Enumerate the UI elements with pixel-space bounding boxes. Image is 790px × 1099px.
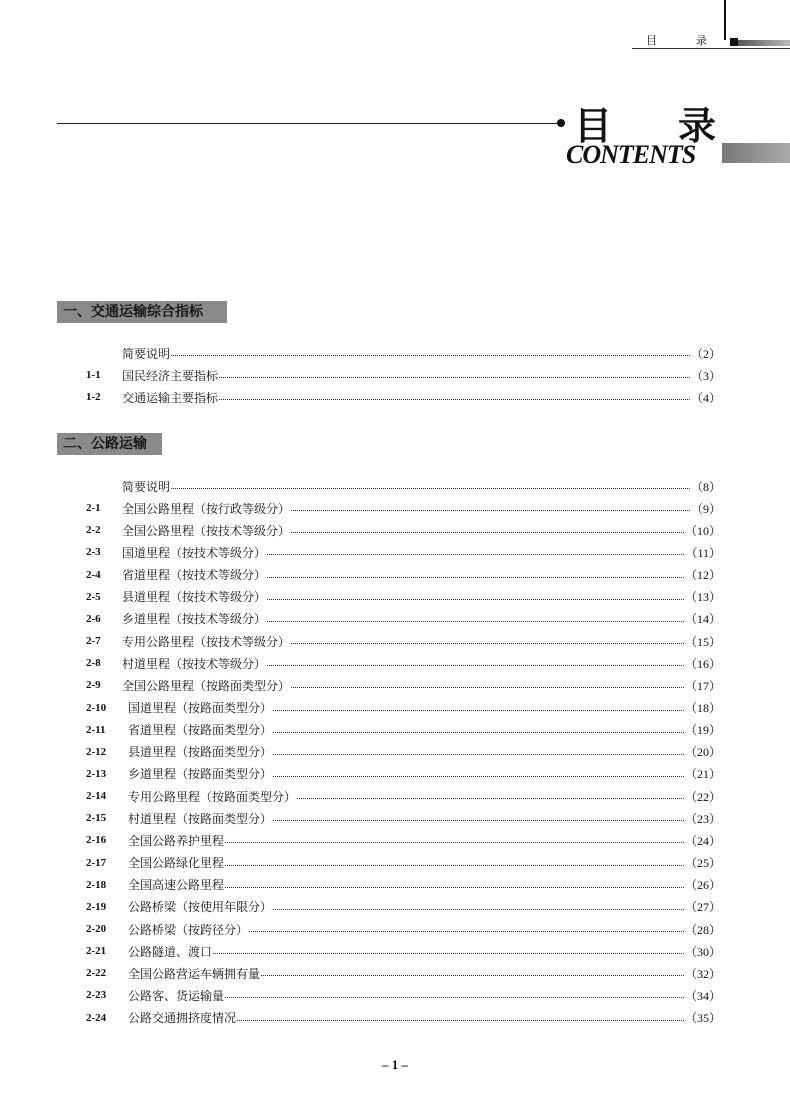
toc-entry-title: 公路桥梁（按使用年限分）: [128, 900, 273, 915]
toc-entry-number: 2-3: [86, 546, 101, 559]
toc-leader-dots: [291, 642, 684, 644]
header-square-mark: [730, 38, 738, 46]
section-heading-1: 一、交通运输综合指标: [57, 301, 227, 323]
toc-entry-title: 村道里程（按技术等级分）: [122, 656, 267, 671]
toc-entry[interactable]: [86, 1008, 721, 1028]
toc-entry-page: （16）: [684, 656, 721, 671]
toc-entry-title: 全国公路营运车辆拥有量: [128, 966, 261, 981]
toc-entry-page: （9）: [690, 501, 721, 516]
toc-entry[interactable]: [86, 742, 721, 762]
toc-entry-title: 全国公路养护里程: [128, 833, 225, 848]
toc-entry-page: （3）: [690, 368, 721, 383]
toc-entry-page: （13）: [684, 590, 721, 605]
toc-entry-page: （24）: [684, 833, 721, 848]
toc-entry-title: 省道里程（按路面类型分）: [128, 723, 273, 738]
toc-leader-dots: [267, 576, 684, 578]
toc-entry-number: 1-1: [86, 369, 101, 382]
toc-entry-number: 2-15: [86, 812, 107, 825]
toc-entry-page: （35）: [684, 1011, 721, 1026]
toc-leader-dots: [249, 930, 684, 932]
toc-leader-dots: [225, 996, 684, 998]
toc-leader-dots: [267, 553, 684, 555]
toc-entry-page: （34）: [684, 988, 721, 1003]
toc-entry-page: （10）: [684, 523, 721, 538]
toc-entry-title: 乡道里程（按路面类型分）: [128, 767, 273, 782]
toc-entry-number: 2-22: [86, 967, 107, 980]
toc-leader-dots: [267, 620, 684, 622]
toc-entry-number: 2-1: [86, 502, 101, 515]
toc-entry-title: 公路桥梁（按跨径分）: [128, 922, 249, 937]
toc-entry-title: 交通运输主要指标: [122, 390, 219, 405]
toc-leader-dots: [225, 841, 684, 843]
toc-entry-number: 2-19: [86, 900, 107, 913]
toc-leader-dots: [273, 753, 684, 755]
toc-entry-title: 省道里程（按技术等级分）: [122, 568, 267, 583]
title-dot: [557, 119, 565, 127]
toc-entry[interactable]: [86, 830, 721, 850]
toc-leader-dots: [171, 487, 690, 489]
toc-leader-dots: [291, 509, 690, 511]
toc-entry-number: 2-13: [86, 767, 107, 780]
toc-entry-number: 2-20: [86, 923, 107, 935]
running-header-char1: 目: [646, 34, 657, 47]
toc-entry[interactable]: [86, 498, 721, 518]
toc-entry-number: 2-11: [86, 723, 106, 736]
title-gradient-bar: [722, 143, 790, 163]
toc-entry-number: 2-12: [86, 745, 107, 758]
toc-entry[interactable]: [86, 875, 721, 895]
toc-entry-number: 2-10: [86, 701, 107, 714]
toc-entry-title: 国道里程（按路面类型分）: [128, 701, 273, 715]
toc-entry[interactable]: [86, 343, 721, 363]
toc-entry[interactable]: [86, 476, 721, 496]
header-gradient-bar: [738, 40, 790, 46]
toc-entry-page: （14）: [684, 612, 721, 627]
toc-entry-number: 2-5: [86, 590, 101, 603]
toc-entry[interactable]: [86, 387, 721, 407]
toc-leader-dots: [225, 886, 684, 888]
toc-entry[interactable]: [86, 675, 721, 695]
toc-leader-dots: [273, 819, 684, 821]
toc-entry-page: （22）: [684, 789, 721, 804]
toc-leader-dots: [237, 1019, 684, 1021]
toc-entry-page: （19）: [684, 723, 721, 738]
toc-leader-dots: [273, 709, 684, 711]
toc-entry-number: 2-21: [86, 945, 107, 958]
toc-entry-page: （25）: [684, 856, 721, 871]
toc-entry-page: （2）: [690, 346, 721, 361]
toc-entry-title: 全国公路里程（按路面类型分）: [122, 678, 291, 693]
toc-entry-page: （26）: [684, 878, 721, 893]
toc-leader-dots: [291, 531, 684, 533]
toc-leader-dots: [219, 398, 690, 400]
toc-entry-page: （32）: [684, 966, 721, 981]
toc-entry[interactable]: [86, 653, 721, 673]
toc-entry[interactable]: [86, 985, 721, 1005]
toc-entry-page: （8）: [690, 479, 721, 494]
toc-entry-number: 2-6: [86, 612, 101, 625]
toc-entry-page: （27）: [684, 900, 721, 915]
toc-entry-page: （12）: [684, 568, 721, 583]
toc-entry[interactable]: [86, 720, 721, 740]
toc-entry[interactable]: [86, 963, 721, 983]
toc-entry[interactable]: [86, 520, 721, 540]
title-rule: [57, 123, 560, 124]
toc-entry-number: 2-9: [86, 679, 101, 692]
header-rule: [632, 48, 790, 49]
toc-entry[interactable]: [86, 542, 721, 562]
toc-entry[interactable]: [86, 764, 721, 784]
toc-entry[interactable]: [86, 897, 721, 917]
toc-entry-page: （21）: [684, 767, 721, 782]
toc-entry[interactable]: [86, 786, 721, 806]
toc-entry-number: 2-17: [86, 856, 107, 869]
toc-entry-page: （23）: [684, 811, 721, 826]
page-title-char2: 录: [678, 103, 717, 148]
toc-entry-page: （17）: [684, 678, 721, 693]
toc-leader-dots: [273, 731, 684, 733]
running-header-char2: 录: [696, 34, 707, 47]
toc-entry-number: 2-8: [86, 657, 101, 670]
toc-entry-page: （18）: [684, 701, 721, 715]
toc-entry-title: 公路客、货运输量: [128, 988, 225, 1003]
toc-entry-page: （15）: [684, 634, 721, 649]
toc-leader-dots: [267, 598, 684, 600]
toc-entry-title: 县道里程（按路面类型分）: [128, 745, 273, 760]
page-title-char1: 目: [574, 103, 613, 148]
toc-leader-dots: [213, 952, 684, 954]
toc-entry-number: 1-2: [86, 391, 101, 404]
toc-entry-title: 全国公路绿化里程: [128, 856, 225, 871]
toc-leader-dots: [297, 797, 684, 799]
toc-entry-number: 2-4: [86, 568, 101, 581]
toc-entry-number: 2-16: [86, 834, 107, 847]
toc-entry[interactable]: [86, 941, 721, 961]
toc-entry[interactable]: [86, 631, 721, 651]
toc-entry[interactable]: [86, 808, 721, 828]
toc-entry-title: 国民经济主要指标: [122, 368, 219, 383]
section-heading-2: 二、公路运输: [57, 433, 162, 455]
toc-entry[interactable]: [86, 698, 721, 718]
toc-leader-dots: [267, 664, 684, 666]
toc-entry-page: （11）: [685, 545, 721, 560]
toc-entry-title: 全国公路里程（按行政等级分）: [122, 501, 291, 516]
toc-leader-dots: [273, 775, 684, 777]
toc-entry[interactable]: [86, 919, 721, 939]
toc-entry-title: 县道里程（按技术等级分）: [122, 590, 267, 605]
toc-entry-title: 国道里程（按技术等级分）: [122, 545, 267, 560]
toc-entry-page: （28）: [684, 922, 721, 937]
toc-entry-number: 2-24: [86, 1011, 107, 1024]
toc-entry-page: （4）: [690, 390, 721, 405]
toc-leader-dots: [273, 908, 684, 910]
page-number: – 1 –: [382, 1057, 408, 1072]
toc-entry-page: （20）: [684, 745, 721, 760]
running-header: [632, 32, 732, 46]
toc-entry-number: 2-18: [86, 878, 107, 891]
toc-entry-number: 2-14: [86, 790, 107, 803]
toc-entry-title: 简要说明: [122, 346, 171, 361]
toc-leader-dots: [219, 376, 690, 378]
toc-entry-title: 专用公路里程（按路面类型分）: [128, 789, 297, 804]
toc-entry[interactable]: [86, 609, 721, 629]
toc-entry-title: 乡道里程（按技术等级分）: [122, 612, 267, 627]
toc-entry-title: 公路交通拥挤度情况: [128, 1011, 237, 1026]
toc-entry-page: （30）: [684, 944, 721, 959]
toc-entry-title: 全国公路里程（按技术等级分）: [122, 523, 291, 538]
toc-entry-number: 2-23: [86, 989, 107, 1002]
toc-entry-title: 专用公路里程（按技术等级分）: [122, 634, 291, 649]
toc-leader-dots: [291, 686, 684, 688]
toc-leader-dots: [171, 354, 690, 356]
toc-leader-dots: [225, 864, 684, 866]
toc-entry[interactable]: [86, 565, 721, 585]
toc-entry-title: 村道里程（按路面类型分）: [128, 811, 273, 826]
page-title-english: CONTENTS: [566, 140, 696, 169]
toc-entry[interactable]: [86, 853, 721, 873]
toc-entry[interactable]: [86, 587, 721, 607]
toc-entry-number: 2-2: [86, 524, 101, 537]
toc-entry-title: 公路隧道、渡口: [128, 944, 213, 959]
toc-entry-title: 简要说明: [122, 479, 171, 494]
toc-entry[interactable]: [86, 365, 721, 385]
toc-entry-title: 全国高速公路里程: [128, 878, 225, 893]
toc-entry-number: 2-7: [86, 635, 101, 648]
toc-leader-dots: [261, 974, 684, 976]
